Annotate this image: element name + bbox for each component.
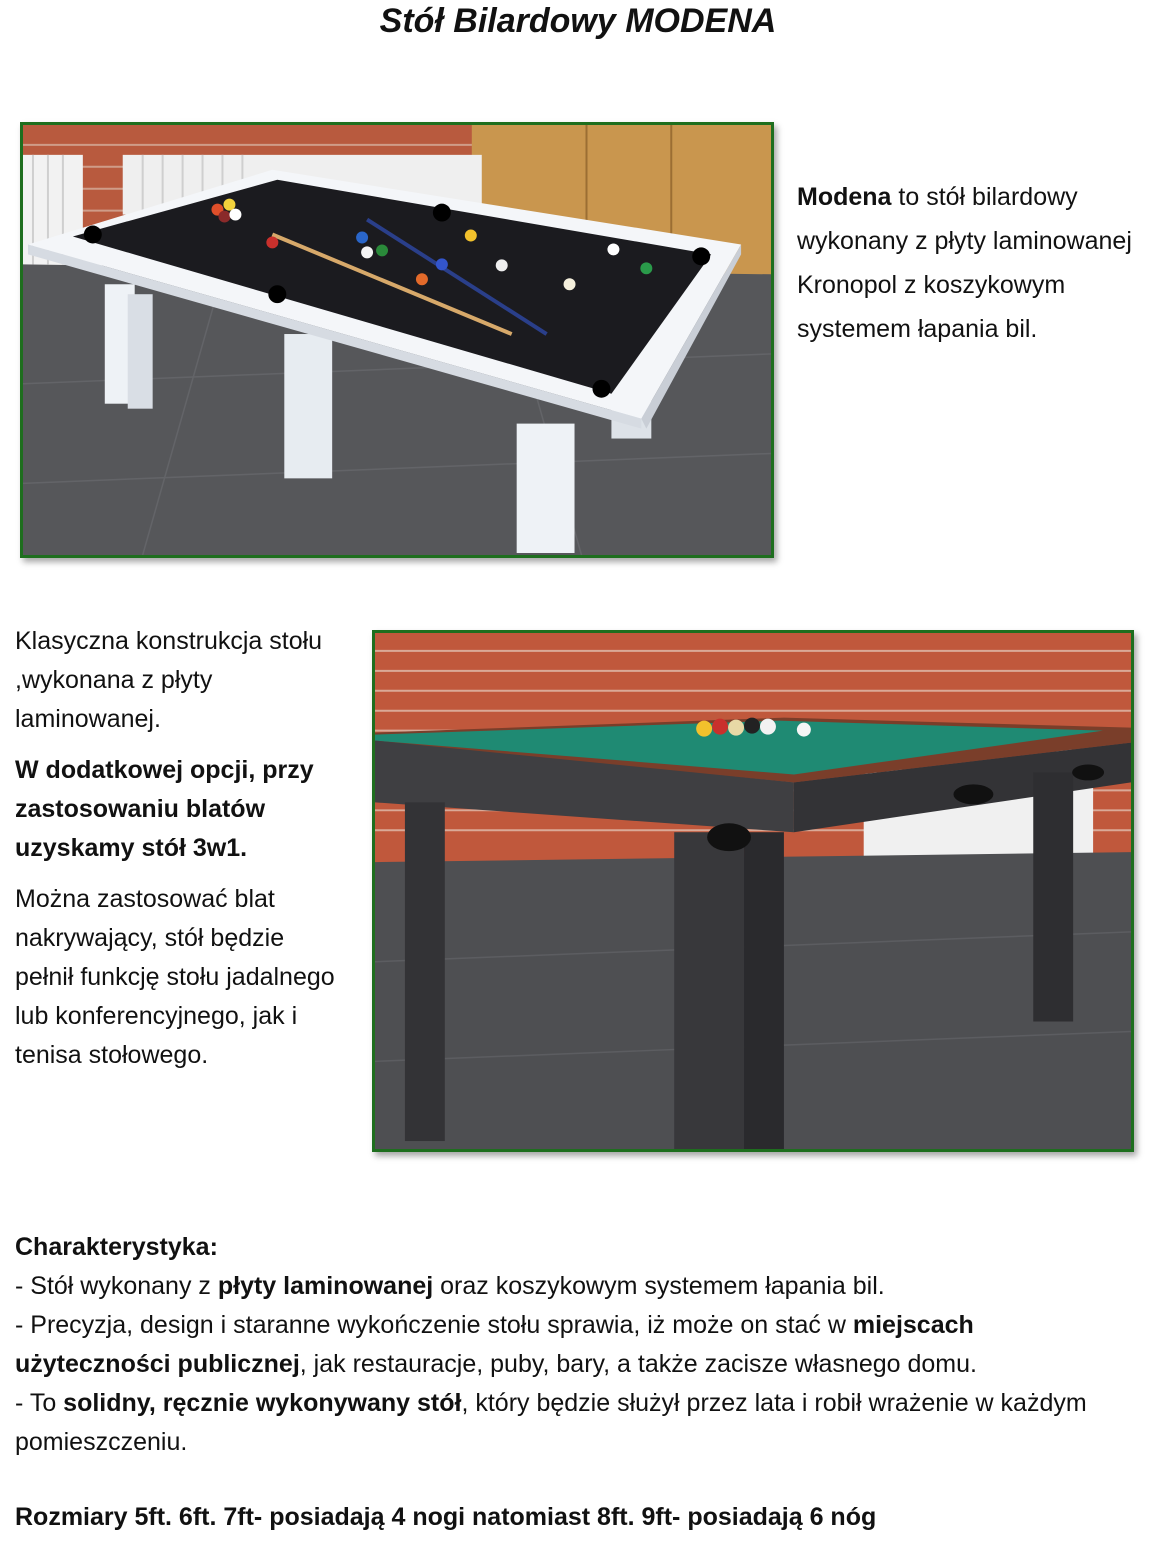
sizes-note: Rozmiary 5ft. 6ft. 7ft- posiadają 4 nogi natomiast 8ft. 9ft- posiadają 6 nóg — [15, 1503, 877, 1531]
feature-line-2 — [15, 1306, 1135, 1384]
intro-product-name: Modena — [797, 183, 892, 211]
cover-top-paragraph: Można zastosować blat nakrywający, stół będzie pełnił funkcję stołu jadalnego lub konferencyjnego, jak i tenisa stołowego. — [15, 885, 335, 1069]
intro-text — [797, 175, 1137, 351]
feature-highlight: solidny, ręcznie wykonywany stół — [63, 1389, 462, 1417]
features-heading: Charakterystyka: — [15, 1233, 218, 1261]
feature-line-3 — [15, 1384, 1135, 1462]
construction-paragraph: Klasyczna konstrukcja stołu ,wykonana z płyty laminowanej. — [15, 627, 323, 733]
intro-description: to stół bilardowy wykonany z płyty laminowanej Kronopol z koszykowym systemem łapania bil. — [797, 183, 1132, 343]
feature-text: , który będzie służył przez lata i robił wrażenie w każdym pomieszczeniu. — [15, 1389, 1087, 1456]
feature-line-1 — [15, 1267, 1135, 1306]
feature-text: - Stół wykonany z — [15, 1272, 218, 1300]
page-title: Stół Bilardowy MODENA — [379, 2, 777, 40]
feature-highlight: miejscach użyteczności publicznej — [15, 1311, 974, 1378]
features-section — [15, 1228, 1135, 1462]
feature-text: oraz koszykowym systemem łapania bil. — [433, 1272, 885, 1300]
dark-pool-table-photo — [372, 630, 1134, 1152]
option-3in1-paragraph: W dodatkowej opcji, przy zastosowaniu blatów uzyskamy stół 3w1. — [15, 756, 314, 862]
feature-highlight: płyty laminowanej — [217, 1272, 434, 1300]
feature-text: - To — [15, 1389, 64, 1417]
construction-description — [15, 622, 345, 1087]
white-pool-table-photo — [20, 122, 774, 558]
feature-text: , jak restauracje, puby, bary, a także zacisze własnego domu. — [299, 1350, 977, 1378]
feature-text: - Precyzja, design i staranne wykończenie stołu sprawia, iż może on stać w — [15, 1311, 853, 1339]
